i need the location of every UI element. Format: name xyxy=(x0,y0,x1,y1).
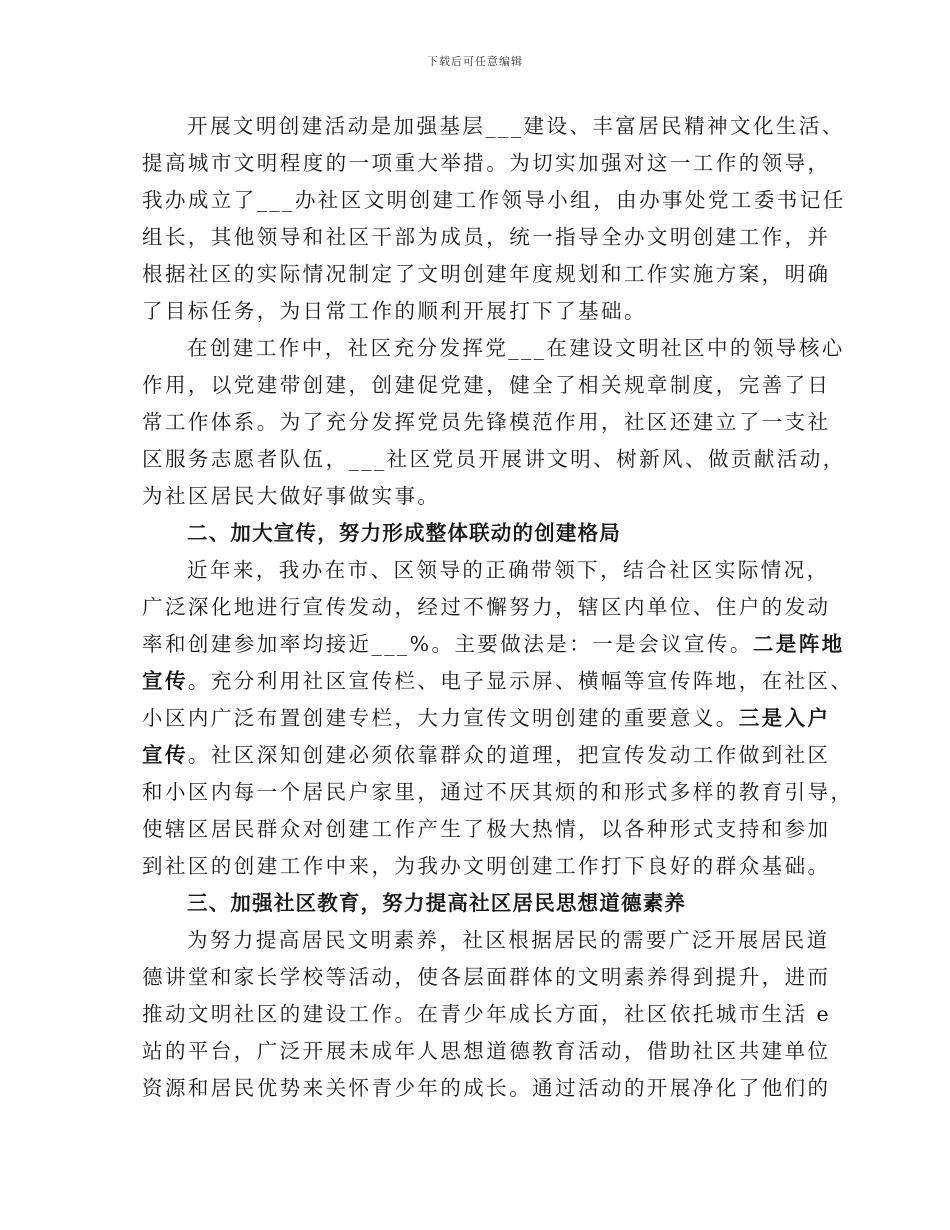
text-line: 我办成立了___办社区文明创建工作领导小组，由办事处党工委书记任 xyxy=(142,188,846,212)
text-line: 德讲堂和家长学校等活动，使各层面群体的文明素养得到提升，进而 xyxy=(142,965,831,989)
text-line: 区服务志愿者队伍，___社区党员开展讲文明、树新风、做贡献活动， xyxy=(142,447,846,471)
text-line xyxy=(142,626,845,663)
text-line: 提高城市文明程度的一项重大举措。为切实加强对这一工作的领导， xyxy=(142,151,831,175)
text-line: 组长，其他领导和社区干部为成员，统一指导全办文明创建工作，并 xyxy=(142,225,831,249)
text-line: 为努力提高居民文明素养，社区根据居民的需要广泛开展居民道 xyxy=(187,928,830,952)
paragraph-2 xyxy=(142,330,846,515)
text-line: 资源和居民优势来关怀青少年的成长。通过活动的开展净化了他们的 xyxy=(142,1076,831,1100)
text-line xyxy=(142,700,831,737)
document-body xyxy=(142,108,854,1107)
text-line: 了目标任务，为日常工作的顺利开展打下了基础。 xyxy=(142,299,647,323)
text-line: 在创建工作中，社区充分发挥党___在建设文明社区中的领导核心 xyxy=(187,336,845,360)
text-run: 小区内广泛布置创建专栏，大力宣传文明创建的重要意义。 xyxy=(142,706,739,730)
text-line: 和小区内每一个居民户家里，通过不厌其烦的和形式多样的教育引导， xyxy=(142,780,854,804)
text-line: 作用，以党建带创建，创建促党建，健全了相关规章制度，完善了日 xyxy=(142,373,831,397)
text-line xyxy=(142,663,854,700)
text-run: 。社区深知创建必须依靠群众的道理，把宣传发动工作做到社区 xyxy=(187,743,831,767)
text-line: 广泛深化地进行宣传发动，经过不懈努力，辖区内单位、住户的发动 xyxy=(142,595,831,619)
text-line: 推动文明社区的建设工作。在青少年成长方面，社区依托城市生活 e xyxy=(142,1002,832,1026)
bold-text-run: 宣传 xyxy=(142,743,188,767)
text-line: 为社区居民大做好事做实事。 xyxy=(142,484,441,508)
paragraph-3 xyxy=(142,552,854,885)
bold-text-run: 二是阵地 xyxy=(752,632,845,656)
bold-text-run: 三是入户 xyxy=(738,706,831,730)
text-line xyxy=(142,737,831,774)
text-line: 站的平台，广泛开展未成年人思想道德教育活动，借助社区共建单位 xyxy=(142,1039,831,1063)
text-line: 使辖区居民群众对创建工作产生了极大热情，以各种形式支持和参加 xyxy=(142,817,831,841)
text-line: 常工作体系。为了充分发挥党员先锋模范作用，社区还建立了一支社 xyxy=(142,410,831,434)
text-line: 根据社区的实际情况制定了文明创建年度规划和工作实施方案，明确 xyxy=(142,262,831,286)
text-run: 。充分利用社区宣传栏、电子显示屏、横幅等宣传阵地，在社区、 xyxy=(187,669,854,693)
section-heading-2: 二、加大宣传，努力形成整体联动的创建格局 xyxy=(187,521,621,545)
section-heading-3: 三、加强社区教育，努力提高社区居民思想道德素养 xyxy=(187,891,687,915)
bold-text-run: 宣传 xyxy=(142,669,188,693)
text-line: 到社区的创建工作中来，为我办文明创建工作打下良好的群众基础。 xyxy=(142,854,831,878)
header-note: 下载后可任意编辑 xyxy=(427,55,523,68)
paragraph-1 xyxy=(142,108,846,330)
text-run: 率和创建参加率均接近___%。主要做法是：一是会议宣传。 xyxy=(142,632,753,656)
text-line: 近年来，我办在市、区领导的正确带领下，结合社区实际情况， xyxy=(187,558,830,582)
text-line: 开展文明创建活动是加强基层___建设、丰富居民精神文化生活、 xyxy=(187,114,845,138)
paragraph-4 xyxy=(142,922,832,1107)
